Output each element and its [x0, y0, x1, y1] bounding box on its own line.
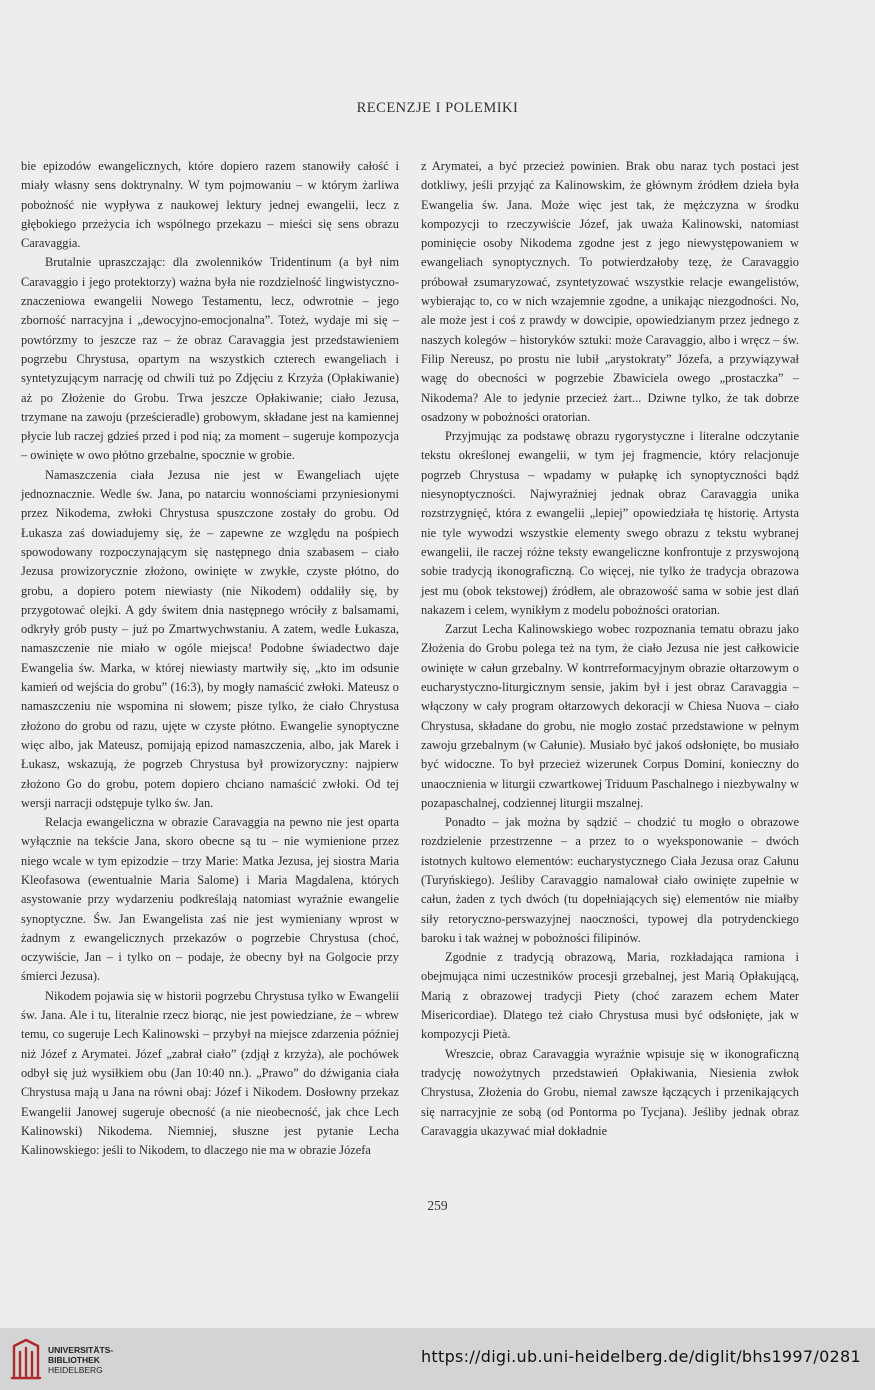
paragraph: Zarzut Lecha Kalinowskiego wobec rozpoznania tematu obrazu jako Złożenia do Grobu polega też na tym, że ciało Jezusa nie jest całkowicie owinięte w całun grzebalny. W kontrreformacyjnym obrazie ołtarzowym o eucharystyczno-liturgicznym sensie, jakim był i jest obraz Caravaggia – włączony w cały program ołtarzowych dekoracji w Chiesa Nuova – ciało Chrystusa, składane do grobu, nie mogło zostać przedstawione w pełnym zawoju grzebalnym (w Całunie). Musiało być jakoś odsłonięte, bo musiało być widoczne. To był przecież wizerunek Corpus Domini, konieczny do unaocznienia w liturgii czwartkowej Triduum Paschalnego i niezbywalny w pozapaschalnej, codziennej liturgii mszalnej. — [421, 622, 799, 810]
footer-bar — [0, 1328, 875, 1390]
source-url-link[interactable]: https://digi.ub.uni-heidelberg.de/diglit/bhs1997/0281 — [420, 1347, 861, 1366]
paragraph: Relacja ewangeliczna w obrazie Caravaggia na pewno nie jest oparta wyłącznie na tekście Jana, skoro obecne są tu – nie wymienione przez niego wcale w tym epizodzie – trzy Marie: Matka Jezusa, jej siostra Maria Kleofasowa (ewentualnie Maria Salome) i Maria Magdalena, których asystowanie przy wydarzeniu podkreślają natomiast wyraźnie ewangelie synoptyczne. Św. Jan Ewangelista zaś nie jest wymieniany wprost w żadnym z ewangelicznych przekazów o pogrzebie Chrystusa (choć, oczywiście, Jan – i tylko on – podaje, że obecny był na Golgocie przy śmierci Jezusa). — [21, 815, 399, 984]
paragraph: Nikodem pojawia się w historii pogrzebu Chrystusa tylko w Ewangelii św. Jana. Ale i tu, literalnie rzecz biorąc, nie jest powiedziane, że – wbrew temu, co sugeruje Lech Kalinowski – przybył na miejsce zdarzenia później niż Józef z Arymatei. Józef „zabrał ciało” (zdjął z krzyża), ale pochówek odbył się już wysiłkiem obu (Jan 10:40 nn.). „Prawo” do dźwigania ciała Chrystusa mają u Jana na równi obaj: Józef i Nikodem. Dosłowny przekaz Ewangelii Janowej sugeruje obecność (a nie nieobecność, jak chce Lech Kalinowski) Nikodema. Niemniej, słuszne jest pytanie Lecha Kalinowskiego: jeśli to Nikodem, to dlaczego nie ma w obrazie Józefa — [21, 988, 399, 1158]
paragraph: Ponadto – jak można by sądzić – chodzić tu mogło o obrazowe rozdzielenie przestrzenne – a przez to o wyeksponowanie – dwóch istotnych kultowo elementów: eucharystycznego Ciała Jezusa oraz Całunu (Turyńskiego). Jeśliby Caravaggio namalował ciało owinięte zupełnie w całun, żaden z tych dwóch (tu dopełniających się) elementów nie miałby siły retoryczno-perswazyjnej naoczności, typowej dla potrydenckiego baroku i tak ważnej w pobożności filipinów. — [421, 815, 799, 945]
paragraph: Przyjmując za podstawę obrazu rygorystyczne i literalne odczytanie tekstu określonej ewangelii, w tym jej fragmencie, który relacjonuje pogrzeb Chrystusa – wpadamy w pułapkę ich synoptyczności bądź niesynoptyczności. Najwyraźniej jednak obraz Caravaggia unika rozstrzygnięć, która z ewangelii „lepiej” opowiedziała tę historię. Artysta nie tyle wywodzi wszystkie elementy swego obrazu z tekstu wybranej ewangelii, ile raczej różne teksty ewangeliczne konfrontuje z przyswojoną sobie tradycją ikonograficzną. Co więcej, nie tylko że tradycja obrazowa jest mu (obok tekstowej) źródłem, ale obrazowość sama w sobie jest dlań nakazem i celem, wynikłym z modelu pobożności oratorian. — [421, 429, 799, 617]
logo-line: BIBLIOTHEK — [48, 1355, 100, 1365]
running-header: RECENZJE I POLEMIKI — [356, 100, 519, 116]
right-column — [421, 157, 799, 1141]
logo-line: HEIDELBERG — [48, 1365, 103, 1375]
paragraph: Brutalnie upraszczając: dla zwolenników Tridentinum (a był nim Caravaggio i jego protektorzy) ważna była nie rozdzielność lingwistyczno-znaczeniowa ewangelii Nowego Testamentu, lecz, odwrotnie – jego zborność narracyjna i „dewocyjno-emocjonalna”. Toteż, wydaje mi się – powtórzmy to jeszcze raz – że obraz Caravaggia jest przedstawieniem pogrzebu Chrystusa, opartym na wszystkich czterech ewangeliach i syntetyzującym narrację od chwili tuż po Zdjęciu z Krzyża (Opłakiwanie) aż po Złożenie do Grobu. Trwa jeszcze Opłakiwanie; ciało Jezusa, trzymane na zawoju (prześcieradle) grobowym, składane jest na kamiennej płycie lub raczej gdzieś przed i pod nią; za moment – sugeruje kompozycja – owinięte w owo płótno grzebalne, spocznie w grobie. — [21, 255, 399, 463]
paragraph: bie epizodów ewangelicznych, które dopiero razem stanowiły całość i miały własny sens doktrynalny. W tym pojmowaniu – w którym żarliwa pobożność nie wypływa z naukowej lektury jednej ewangelii, lecz z głębokiego przeżycia ich wspólnego przekazu – mieści się sens obrazu Caravaggia. — [21, 159, 399, 251]
library-logo-text — [48, 1345, 113, 1375]
page-number: 259 — [427, 1198, 448, 1213]
paragraph: Zgodnie z tradycją obrazową, Maria, rozkładająca ramiona i obejmująca nimi uczestników procesji grzebalnej, jest Marią Opłakującą, Marią z obrazowej tradycji Piety (choć zarazem echem Mater Misericordiae). Dlatego też ciało Chrystusa musi być odsłonięte, jak w kompozycji Pietà. — [421, 950, 799, 1042]
paragraph: z Arymatei, a być przecież powinien. Brak obu naraz tych postaci jest dotkliwy, jeśli przyjąć za Kalinowskim, że głównym źródłem dzieła była Ewangelia św. Jana. Może więc jest tak, że mężczyzna w środku kompozycji to rzeczywiście Józef, jak uważa Kalinowski, natomiast pominięcie osoby Nikodema zgodne jest z jego niewystępowaniem w ewangeliach synoptycznych. To potwierdzałoby tezę, że Caravaggio próbował zsumaryzować, zsyntetyzować wszystkie relacje ewangelistów, wybierając to, co w nich wzajemnie zgodne, a unikając niezgodności. No, ale może jest i coś z prawdy w dowcipie, opowiedzianym przez jednego z naszych kolegów – historyków sztuki: może Caravaggio, albo i wręcz – św. Filip Nereusz, po prostu nie lubił „arystokraty” Józefa, a przywiązywał wagę do obecności w pogrzebie Zbawiciela owego „prostaczka” – Nikodema? Ale to jedynie przecież żart... Dziwne tylko, że tak dobrze osadzony w pobożności oratorian. — [421, 159, 799, 424]
library-logo-icon — [10, 1336, 42, 1382]
left-column — [21, 157, 399, 1160]
logo-line: UNIVERSITÄTS- — [48, 1345, 114, 1355]
paragraph: Namaszczenia ciała Jezusa nie jest w Ewangeliach ujęte jednoznacznie. Wedle św. Jana, po natarciu wonnościami przyniesionymi przez Nikodema, zwłoki Chrystusa spuszczone zostały do grobu. Od Łukasza zaś dowiadujemy się, że – zapewne ze względu na pośpiech spowodowany rozpoczynającym się następnego dnia szabasem – ciało Jezusa prowizorycznie złożono, owinięte w zwykłe, czyste płótno, do grobu, a dopiero potem niewiasty (nie Nikodem) oddaliły się, by przygotować olejki. A gdy świtem dnia następnego wróciły z balsamami, odkryły grób pusty – już po Zmartwychwstaniu. A zatem, wedle Łukasza, namaszczenie nie miało w ogóle miejsca! Podobne świadectwo daje Ewangelia św. Marka, w której niewiasty martwiły się, „kto im odsunie kamień od wejścia do grobu” (16:3), by mogły namaścić zwłoki. Mateusz o namaszczeniu nie wspomina ni słowem; pisze tylko, że ciało Chrystusa złożono do grobu od razu, ujęte w czyste płótno. Ewangelie synoptyczne więc albo, jak Mateusz, pomijają epizod namaszczenia, albo, jak Marek i Łukasz, wskazują, że pogrzeb Chrystusa był prowizoryczny: najpierw złożono Go do grobu, potem dopiero chciano namaścić zwłoki. Od tej wersji narracji odstępuje tylko św. Jan. — [21, 467, 399, 810]
paragraph: Wreszcie, obraz Caravaggia wyraźnie wpisuje się w ikonograficzną tradycję nowożytnych przedstawień Opłakiwania, Niesienia zwłok Chrystusa, Złożenia do Grobu, niemal zawsze łączących i przenikających się narracyjnie ze sobą (od Pontorma po Tycjana). Jeśliby jednak obraz Caravaggia ukazywać miał dokładnie — [421, 1046, 799, 1138]
